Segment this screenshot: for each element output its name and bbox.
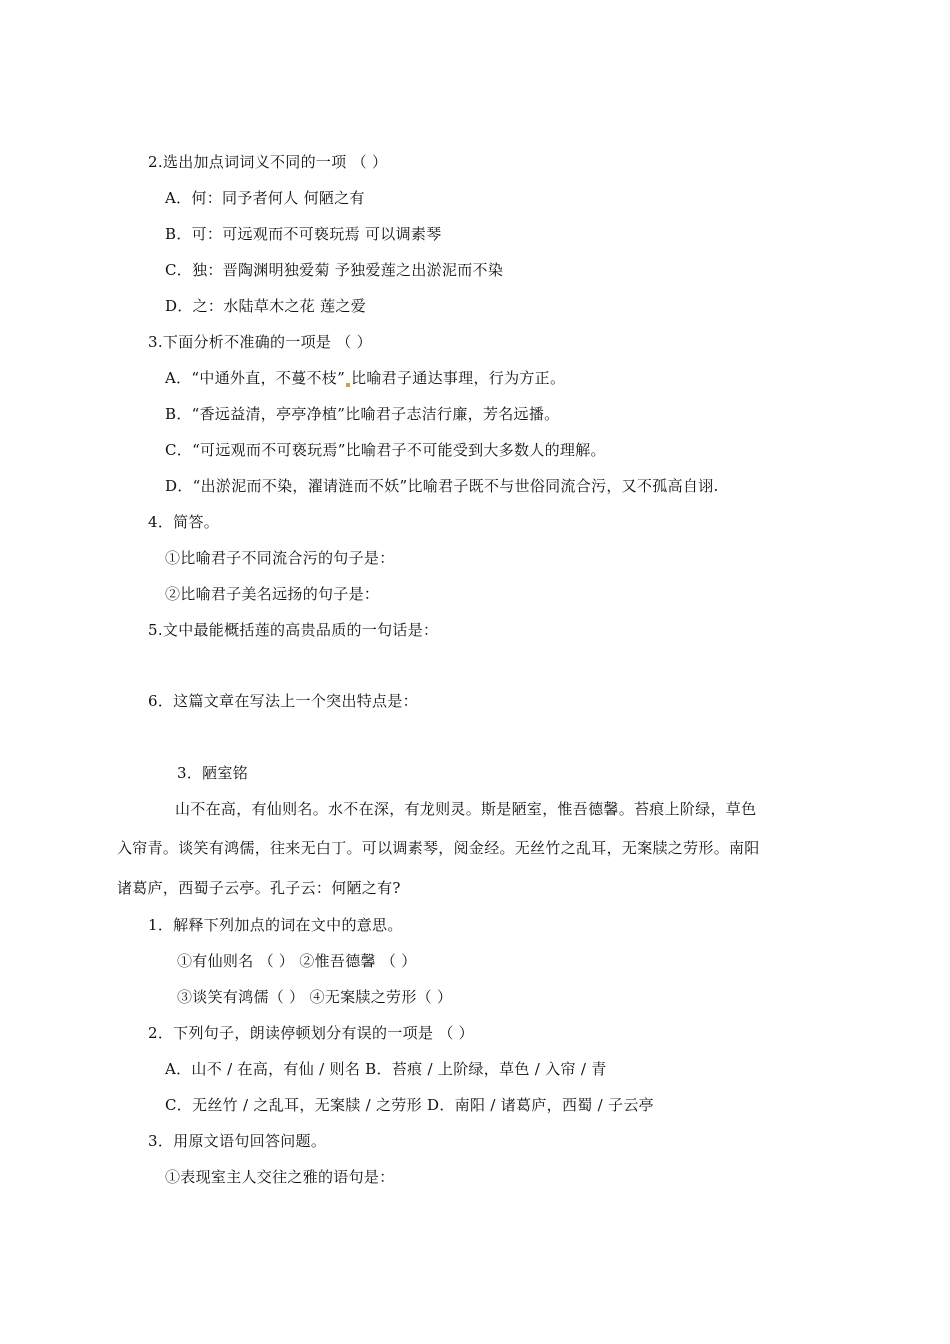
passage-line-2: 入帘青。谈笑有鸿儒，往来无白丁。可以调素琴，阅金经。无丝竹之乱耳，无案牍之劳形。南阳 (117, 839, 760, 857)
question-2-stem: 2.选出加点词词义不同的一项 （ ） (148, 153, 388, 171)
question-4-stem: 4．简答。 (148, 513, 220, 531)
question-5-stem: 5.文中最能概括莲的高贵品质的一句话是： (148, 621, 439, 639)
question-2-option-d: D．之：水陆草木之花 莲之爱 (165, 297, 366, 315)
question-2-option-a: A．何：同予者何人 何陋之有 (165, 189, 365, 207)
question-2-option-b: B．可：可远观而不可亵玩焉 可以调素琴 (165, 225, 442, 243)
question-3-option-a-quote: A．“中通外直，不蔓不枝” (165, 369, 346, 387)
question-3-stem: 3.下面分析不准确的一项是 （ ） (148, 333, 372, 351)
passage-title: 3．陋室铭 (177, 764, 249, 782)
section-b-question-3-stem: 3．用原文语句回答问题。 (148, 1132, 327, 1150)
section-b-question-2-stem: 2．下列句子，朗读停顿划分有误的一项是 （ ） (148, 1024, 474, 1042)
question-4-item-2: ②比喻君子美名远扬的句子是： (165, 585, 380, 603)
question-3-option-c: C．“可远观而不可亵玩焉”比喻君子不可能受到大多数人的理解。 (165, 441, 606, 459)
question-3-option-a-analysis: 比喻君子通达事理，行为方正。 (351, 369, 566, 387)
question-3-option-a (165, 368, 565, 388)
section-b-question-1-row-1: ①有仙则名 （ ） ②惟吾德馨 （ ） (177, 952, 417, 970)
section-b-question-2-row-1: A．山不 / 在高，有仙 / 则名 B．苔痕 / 上阶绿，草色 / 入帘 / 青 (165, 1060, 607, 1078)
section-b-question-2-row-2: C．无丝竹 / 之乱耳，无案牍 / 之劳形 D．南阳 / 诸葛庐，西蜀 / 子云亭 (165, 1096, 654, 1114)
section-b-question-1-stem: 1．解释下列加点的词在文中的意思。 (148, 916, 403, 934)
question-3-option-b: B．“香远益清，亭亭净植”比喻君子志洁行廉，芳名远播。 (165, 405, 560, 423)
passage-line-3: 诸葛庐，西蜀子云亭。孔子云：何陋之有? (117, 879, 401, 897)
passage-line-1: 山不在高，有仙则名。水不在深，有龙则灵。斯是陋室，惟吾德馨。苔痕上阶绿，草色 (175, 800, 757, 818)
question-4-item-1: ①比喻君子不同流合污的句子是： (165, 549, 395, 567)
section-b-question-3-item-1: ①表现室主人交往之雅的语句是： (165, 1168, 395, 1186)
question-6-stem: 6．这篇文章在写法上一个突出特点是： (148, 692, 418, 710)
section-b-question-1-row-2: ③谈笑有鸿儒（ ） ④无案牍之劳形（ ） (177, 988, 453, 1006)
highlight-mark (346, 383, 350, 387)
question-2-option-c: C．独：晋陶渊明独爱菊 予独爱莲之出淤泥而不染 (165, 261, 504, 279)
question-3-option-d: D．“出淤泥而不染，濯请涟而不妖”比喻君子既不与世俗同流合污，又不孤高自诩. (165, 477, 719, 495)
